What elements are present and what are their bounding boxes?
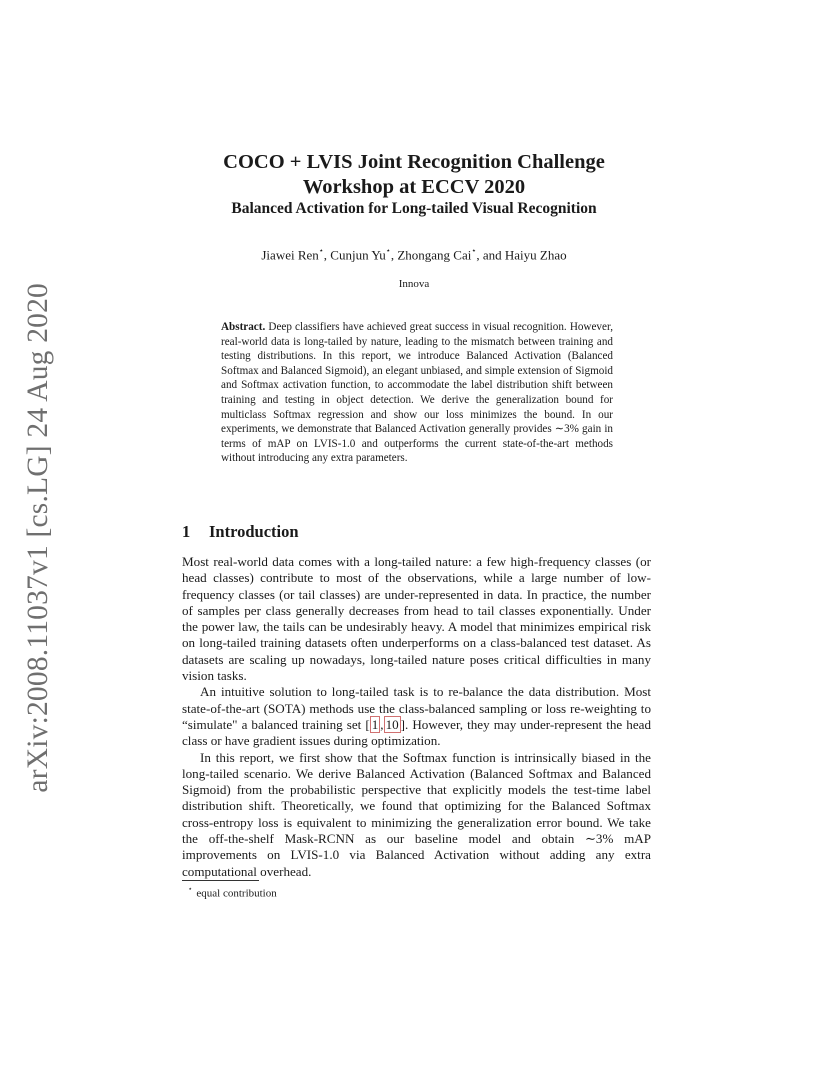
author-list	[0, 247, 828, 263]
paper-title-line-2: Workshop at ECCV 2020	[302, 176, 526, 198]
paragraph-1: Most real-world data comes with a long-tailed nature: a few high-frequency classes (or head classes) contribute to most of the observations, while a large number of low-frequency classes (or tail classes) are under-represented in data. In practice, the number of samples per class generally decreases from head to tail classes exponentially. Under the power law, the tails can be undesirably heavy. A model that minimizes empirical risk on long-tailed training datasets often underperforms on a class-balanced test dataset. As datasets are scaling up nowadays, long-tailed nature poses critical difficulties in many vision tasks.	[182, 554, 651, 684]
paragraph-2	[182, 684, 651, 749]
author-separator: ,	[323, 247, 331, 263]
author-separator: ,	[390, 247, 398, 263]
equal-contribution-mark: ⋆	[385, 246, 391, 255]
section-number: 1	[182, 522, 191, 541]
abstract-label: Abstract.	[221, 321, 266, 333]
equal-contribution-mark: ⋆	[471, 246, 477, 255]
author-name: Cunjun Yu	[330, 247, 386, 263]
abstract	[221, 320, 613, 466]
paper-subtitle: Balanced Activation for Long-tailed Visual Recognition	[231, 200, 597, 217]
introduction-body	[182, 554, 651, 880]
section-heading-introduction	[182, 522, 299, 542]
equal-contribution-mark: ⋆	[318, 246, 324, 255]
author-name: Zhongang Cai	[397, 247, 472, 263]
section-title: Introduction	[209, 522, 299, 541]
paragraph-3: In this report, we first show that the Softmax function is intrinsically biased in the long-tailed scenario. We derive Balanced Activation (Balanced Softmax and Balanced Sigmoid) from the probabilistic perspective that explicitly models the test-time label distribution shift. Theoretically, we found that optimizing for the Balanced Softmax cross-entropy loss is equivalent to minimizing the generalization error bound. We take the off-the-shelf Mask-RCNN as our baseline model and obtain ∼3% mAP improvements on LVIS-1.0 via Balanced Activation without adding any extra computational overhead.	[182, 749, 651, 879]
footnote-rule	[182, 880, 259, 881]
footnote-mark: ⋆	[188, 885, 193, 893]
author-separator: , and	[476, 247, 505, 263]
paragraph-2-text-end: ]. However, they may under-represent the head class or have gradient issues during optimization.	[182, 716, 651, 749]
citation-link-10[interactable]: 10	[385, 716, 399, 732]
arxiv-identifier-stamp: arXiv:2008.11037v1 [cs.LG] 24 Aug 2020	[22, 283, 54, 793]
author-name: Haiyu Zhao	[504, 247, 567, 263]
citation-link-1[interactable]: 1	[371, 716, 379, 732]
footnote	[188, 886, 277, 900]
abstract-text: Deep classifiers have achieved great success in visual recognition. However, real-world data is long-tailed by nature, leading to the mismatch between training and testing distributions. In this report, we introduce Balanced Activation (Balanced Softmax and Balanced Sigmoid), an elegant unbiased, and simple extension of Sigmoid and Softmax activation function, to accommodate the label distribution shift between training and testing in object detection. We derive the generalization bound for multiclass Softmax regression and show our loss minimizes the bound. In our experiments, we demonstrate that Balanced Activation generally provides ∼3% gain in terms of mAP on LVIS-1.0 and outperforms the current state-of-the-art methods without introducing any extra parameters.	[221, 321, 613, 465]
paragraph-2-text: An intuitive solution to long-tailed task is to re-balance the data distribution. Most state-of-the-art (SOTA) methods use the class-balanced sampling or loss re-weighting to “simulate" a balanced training set [	[182, 684, 651, 732]
footnote-text: equal contribution	[196, 887, 277, 900]
author-name: Jiawei Ren	[261, 247, 319, 263]
paper-title-line-1: COCO + LVIS Joint Recognition Challenge	[223, 151, 605, 173]
citation-separator: ,	[380, 716, 384, 732]
affiliation: Innova	[398, 278, 430, 290]
